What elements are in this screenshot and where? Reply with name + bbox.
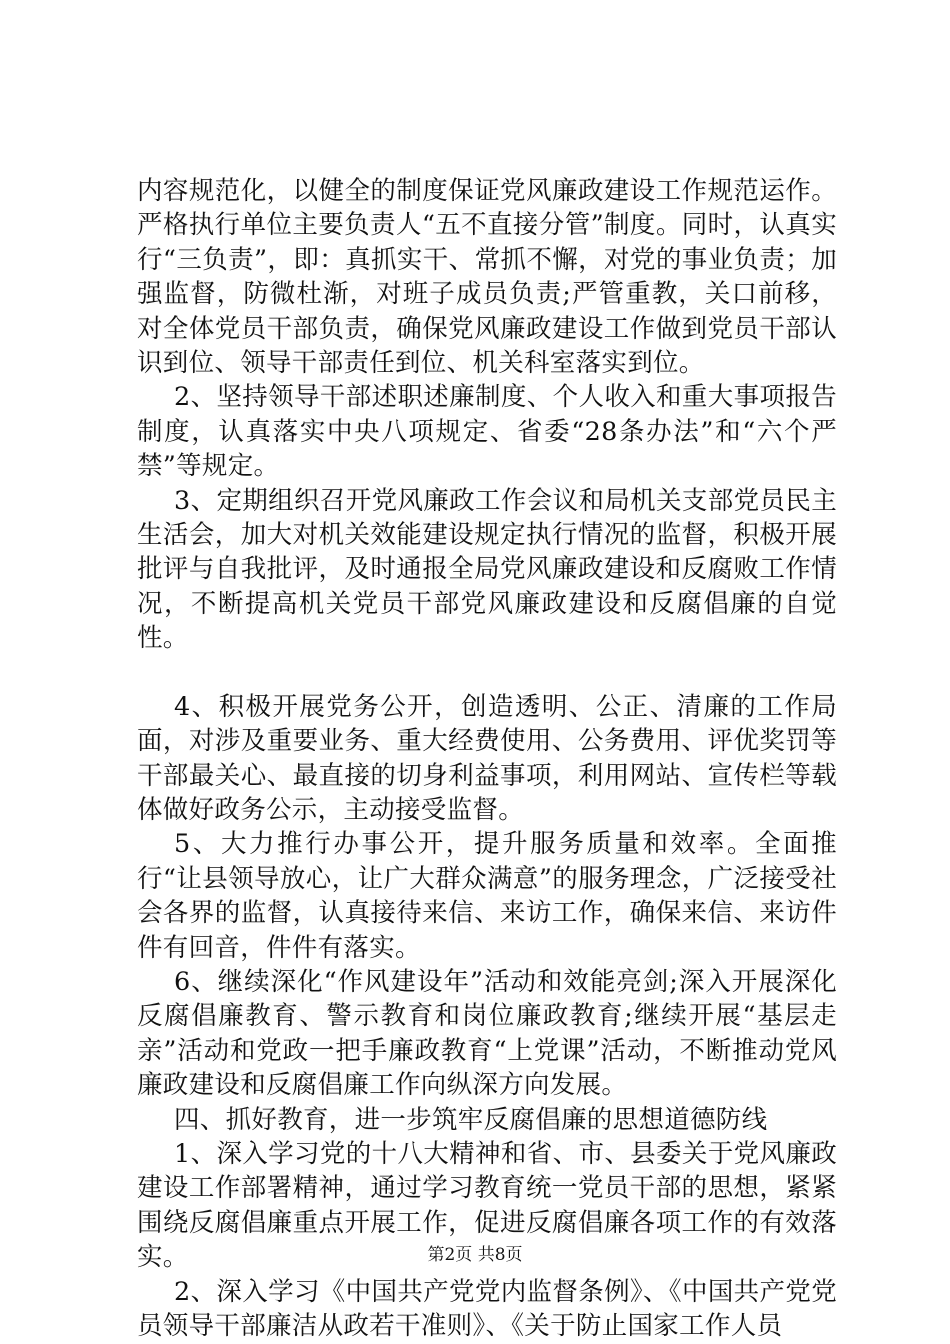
- page-number-footer: 第2页 共8页: [427, 1245, 523, 1265]
- paragraph-continuation: 内容规范化，以健全的制度保证党风廉政建设工作规范运作。严格执行单位主要负责人“五不直接分管”制度。同时，认真实行“三负责”，即：真抓实干、常抓不懈，对党的事业负责；加强监督，防微杜渐，对班子成员负责;严管重教，关口前移，对全体党员干部负责，确保党风廉政建设工作做到党员干部认识到位、领导干部责任到位、机关科室落实到位。: [137, 176, 837, 379]
- paragraph-item-3: 3、定期组织召开党风廉政工作会议和局机关支部党员民主生活会，加大对机关效能建设规定执行情况的监督，积极开展批评与自我批评，及时通报全局党风廉政建设和反腐败工作情况，不断提高机关党员干部党风廉政建设和反腐倡廉的自觉性。: [137, 485, 837, 654]
- paragraph-item-6: 6、继续深化“作风建设年”活动和效能亮剑;深入开展深化反腐倡廉教育、警示教育和岗位廉政教育;继续开展“基层走亲”活动和党政一把手廉政教育“上党课”活动，不断推动党风廉政建设和反腐倡廉工作向纵深方向发展。: [137, 966, 837, 1101]
- paragraph-education-1: 1、深入学习党的十八大精神和省、市、县委关于党风廉政建设工作部署精神，通过学习教育统一党员干部的思想，紧紧围绕反腐倡廉重点开展工作，促进反腐倡廉各项工作的有效落实。: [137, 1138, 837, 1273]
- paragraph-item-5: 5、大力推行办事公开，提升服务质量和效率。全面推行“让县领导放心，让广大群众满意”的服务理念，广泛接受社会各界的监督，认真接待来信、来访工作，确保来信、来访件件有回音，件件有落实。: [137, 829, 837, 963]
- document-body: [137, 174, 837, 1343]
- paragraph-item-2: 2、坚持领导干部述职述廉制度、个人收入和重大事项报告制度，认真落实中央八项规定、省委“28条办法”和“六个严禁”等规定。: [137, 382, 837, 482]
- paragraph-item-4: 4、积极开展党务公开，创造透明、公正、清廉的工作局面，对涉及重要业务、重大经费使用、公务费用、评优奖罚等干部最关心、最直接的切身利益事项，利用网站、宣传栏等载体做好政务公示，主动接受监督。: [137, 691, 837, 825]
- paragraph-education-2: 2、深入学习《中国共产党党内监督条例》、《中国共产党党员领导干部廉洁从政若干准则》、《关于防止国家工作人员: [137, 1276, 837, 1341]
- section-heading-4: 四、抓好教育，进一步筑牢反腐倡廉的思想道德防线: [174, 1104, 768, 1135]
